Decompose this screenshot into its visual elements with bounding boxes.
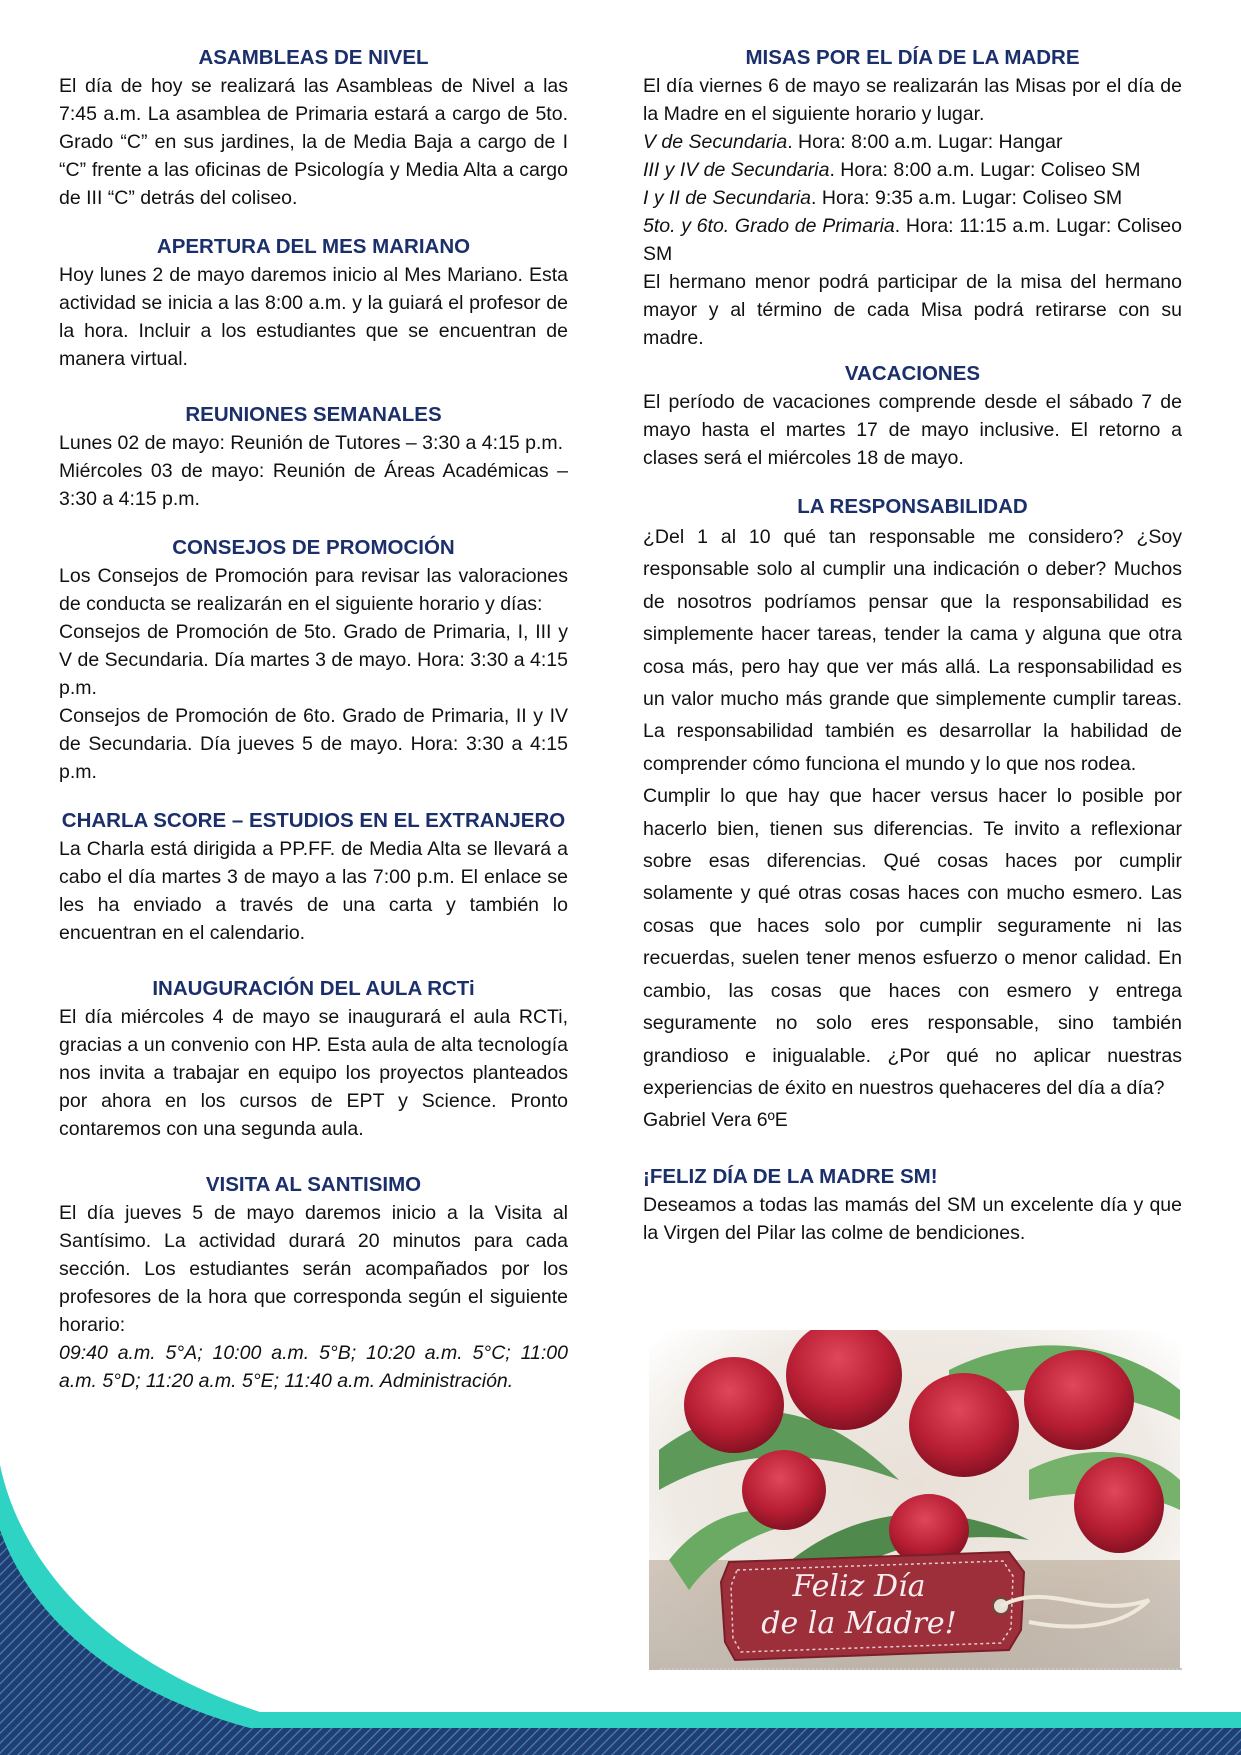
mothers-day-tulips-image <box>649 1330 1180 1670</box>
misa-detail: . Hora: 8:00 a.m. Lugar: Coliseo SM <box>829 159 1141 181</box>
consejos-line: Consejos de Promoción de 5to. Grado de Primaria, I, III y V de Secundaria. Día martes 3 de mayo. Hora: 3:30 a 4:15 p.m. <box>59 621 568 699</box>
consejos-title: CONSEJOS DE PROMOCIÓN <box>172 536 455 559</box>
asambleas-text: El día de hoy se realizará las Asambleas de Nivel a las 7:45 a.m. La asamblea de Primaria estará a cargo de 5to. Grado “C” en sus jardines, la de Media Baja a cargo de I “C” frente a las oficinas de Psicología y Media Alta a cargo de III “C” detrás del coliseo. <box>59 75 568 209</box>
vacaciones-title: VACACIONES <box>844 362 981 385</box>
responsabilidad-p1: ¿Del 1 al 10 qué tan responsable me considero? ¿Soy responsable solo al cumplir una indicación o deber? Muchos de nosotros podríamos pensar que la responsabilidad es simplemente hacer tareas, tender la cama y alguna que otra cosa más, pero hay que ver más allá. La responsabilidad es un valor mucho más grande que simplemente cumplir tareas. La responsabilidad también es desarrollar la habilidad de comprender cómo funciona el mundo y lo que nos rodea. <box>643 526 1182 775</box>
section-charla <box>59 807 568 947</box>
apertura-title: APERTURA DEL MES MARIANO <box>156 235 471 258</box>
consejos-line: Los Consejos de Promoción para revisar las valoraciones de conducta se realizarán en el siguiente horario y días: <box>59 565 568 615</box>
dotted-separator <box>660 1668 1182 1670</box>
inauguracion-title: INAUGURACIÓN DEL AULA RCTi <box>152 977 475 1000</box>
reuniones-title: REUNIONES SEMANALES <box>185 403 442 426</box>
responsabilidad-p2: Cumplir lo que hay que hacer versus hacer lo posible por hacerlo bien, tienen sus diferencias. Te invito a reflexionar sobre esas diferencias. Qué cosas haces por cumplir solamente y qué otras cosas haces con mucho esmero. Las cosas que haces solo por cumplir seguramente ni las recuerdas, suelen tener menos esfuerzo o menor calidad. En cambio, las cosas que haces con esmero y entrega seguramente no solo eres responsable, sino también grandioso e inigualable. ¿Por qué no aplicar nuestras experiencias de éxito en nuestros quehaceres del día a día? <box>643 785 1182 1099</box>
reuniones-line: Miércoles 03 de mayo: Reunión de Áreas Académicas – 3:30 a 4:15 p.m. <box>59 460 568 510</box>
charla-title: CHARLA SCORE – ESTUDIOS EN EL EXTRANJERO <box>61 809 566 832</box>
consejos-line: Consejos de Promoción de 6to. Grado de Primaria, II y IV de Secundaria. Día jueves 5 de mayo. Hora: 3:30 a 4:15 p.m. <box>59 705 568 783</box>
misa-group: V de Secundaria <box>643 131 788 153</box>
tag-line-2: de la Madre! <box>761 1606 957 1641</box>
misa-detail: . Hora: 8:00 a.m. Lugar: Hangar <box>787 131 1063 153</box>
feliz-title: ¡FELIZ DÍA DE LA MADRE SM! <box>643 1164 938 1188</box>
misa-item <box>643 128 1182 156</box>
visita-schedule: 09:40 a.m. 5°A; 10:00 a.m. 5°B; 10:20 a.m. 5°C; 11:00 a.m. 5°D; 11:20 a.m. 5°E; 11:40 a.m. Administración. <box>59 1342 568 1392</box>
misas-intro: El día viernes 6 de mayo se realizarán las Misas por el día de la Madre en el siguiente horario y lugar. <box>643 75 1182 125</box>
asambleas-title: ASAMBLEAS DE NIVEL <box>198 46 429 69</box>
misa-detail: . Hora: 9:35 a.m. Lugar: Coliseo SM <box>811 187 1123 209</box>
misa-item <box>643 184 1182 212</box>
visita-text: El día jueves 5 de mayo daremos inicio a la Visita al Santísimo. La actividad durará 20 minutos para cada sección. Los estudiantes serán acompañados por los profesores de la hora que corresponda según el siguiente horario: <box>59 1202 568 1336</box>
section-inauguracion <box>59 975 568 1143</box>
misa-item <box>643 212 1182 268</box>
section-feliz <box>643 1163 1182 1247</box>
visita-title: VISITA AL SANTISIMO <box>205 1173 422 1196</box>
section-apertura <box>59 233 568 373</box>
section-asambleas <box>59 44 568 212</box>
charla-text: La Charla está dirigida a PP.FF. de Media Alta se llevará a cabo el día martes 3 de mayo a las 7:00 p.m. El enlace se les ha enviado a través de una carta y también lo encuentran en el calendario. <box>59 838 568 944</box>
section-reuniones <box>59 401 568 513</box>
misas-closing: El hermano menor podrá participar de la misa del hermano mayor y al término de cada Misa podrá retirarse con su madre. <box>643 271 1182 349</box>
responsabilidad-author: Gabriel Vera 6ºE <box>643 1109 788 1132</box>
misa-item <box>643 156 1182 184</box>
right-column <box>643 44 1182 1268</box>
left-column <box>59 44 568 1416</box>
misa-group: 5to. y 6to. Grado de Primaria <box>643 215 895 237</box>
tulips-illustration <box>649 1330 1180 1670</box>
section-misas <box>643 44 1182 352</box>
section-vacaciones <box>643 360 1182 472</box>
misa-detail: . Hora: 11:15 a.m. Lugar: Coliseo SM <box>643 215 1182 265</box>
reuniones-line: Lunes 02 de mayo: Reunión de Tutores – 3:30 a 4:15 p.m. <box>59 432 564 454</box>
tag-line-1: Feliz Día <box>792 1569 926 1604</box>
misas-title: MISAS POR EL DÍA DE LA MADRE <box>745 46 1080 69</box>
misa-group: I y II de Secundaria <box>643 187 812 209</box>
section-responsabilidad <box>643 493 1182 1137</box>
misa-group: III y IV de Secundaria <box>643 159 830 181</box>
section-visita <box>59 1171 568 1395</box>
section-consejos <box>59 534 568 786</box>
feliz-text: Deseamos a todas las mamás del SM un excelente día y que la Virgen del Pilar las colme de bendiciones. <box>643 1193 1182 1244</box>
apertura-text: Hoy lunes 2 de mayo daremos inicio al Mes Mariano. Esta actividad se inicia a las 8:00 a.m. y la guiará el profesor de la hora. Incluir a los estudiantes que se encuentran de manera virtual. <box>59 264 568 370</box>
vacaciones-text: El período de vacaciones comprende desde el sábado 7 de mayo hasta el martes 17 de mayo inclusive. El retorno a clases será el miércoles 18 de mayo. <box>643 391 1182 469</box>
inauguracion-text: El día miércoles 4 de mayo se inaugurará el aula RCTi, gracias a un convenio con HP. Esta aula de alta tecnología nos invita a trabajar en equipo los proyectos planteados por ahora en los cursos de EPT y Science. Pronto contaremos con una segunda aula. <box>59 1006 568 1140</box>
responsabilidad-title: LA RESPONSABILIDAD <box>797 495 1028 518</box>
